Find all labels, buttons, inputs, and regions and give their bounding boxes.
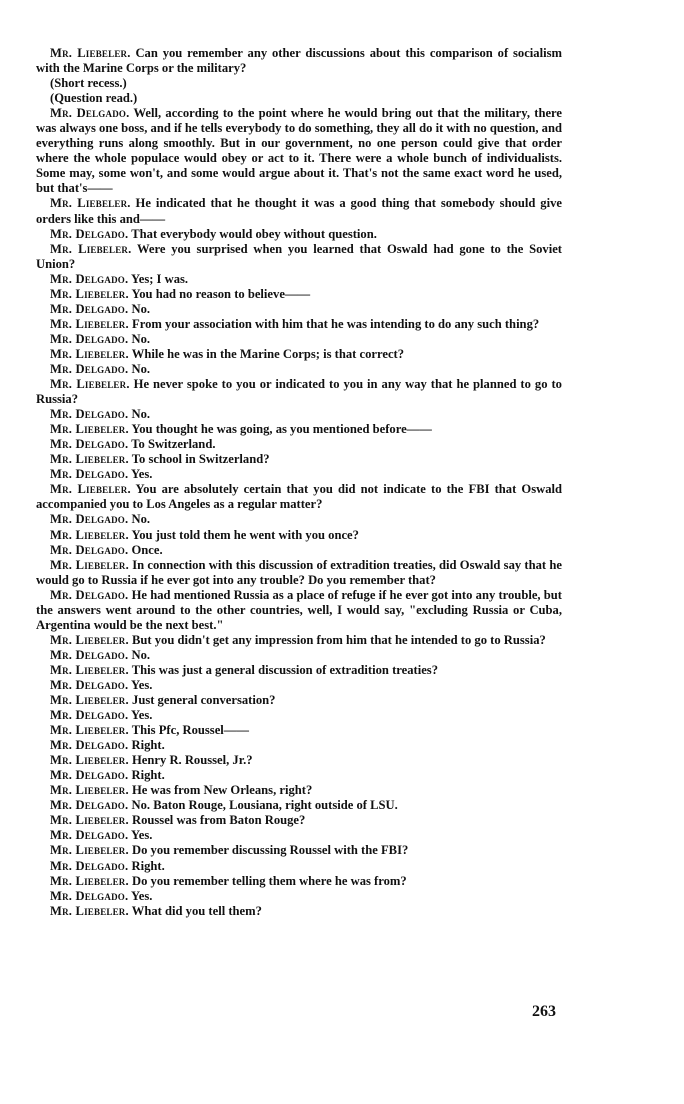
transcript-paragraph	[36, 452, 562, 467]
speech-text: To school in Switzerland?	[131, 452, 270, 467]
transcript-paragraph	[36, 558, 562, 588]
speaker-name: Mr. Liebeler.	[50, 557, 129, 572]
speech-text: No. Baton Rouge, Lousiana, right outside of LSU.	[131, 798, 398, 813]
speaker-name: Mr. Liebeler.	[50, 693, 129, 708]
speaker-name: Mr. Delgado.	[50, 407, 129, 422]
speaker-name: Mr. Liebeler.	[50, 903, 129, 918]
transcript-paragraph	[36, 422, 562, 437]
speech-text: He never spoke to you or indicated to you in any way that he planned to go to Russia?	[36, 377, 562, 407]
transcript-paragraph	[36, 302, 562, 317]
transcript-paragraph	[36, 332, 562, 347]
speaker-name: Mr. Liebeler.	[50, 377, 130, 392]
speech-text: Yes.	[131, 467, 153, 482]
speech-text: Once.	[131, 542, 163, 557]
transcript-paragraph	[36, 362, 562, 377]
transcript-paragraph	[36, 227, 562, 242]
speech-text: Right.	[131, 768, 165, 783]
speech-text: Henry R. Roussel, Jr.?	[132, 753, 253, 768]
speech-text: You thought he was going, as you mentioned before——	[131, 422, 432, 437]
transcript-paragraph	[36, 272, 562, 287]
speech-text: He had mentioned Russia as a place of refuge if he ever got into any trouble, but the answers went around to the other countries, well, I would say, "excluding Russia or Cuba, Argentina would be the next best."	[36, 587, 562, 632]
speaker-name: Mr. Liebeler.	[50, 753, 129, 768]
transcript-paragraph	[36, 543, 562, 558]
speech-text: Right.	[131, 858, 165, 873]
speaker-name: Mr. Delgado.	[50, 858, 129, 873]
transcript-paragraph	[36, 708, 562, 723]
speech-text: Well, according to the point where he would bring out that the military, there was always one boss, and if he tells everybody to do something, they all do it with no question, and everything runs along smoothly. But in our government, no one person could give that order where the whole populace would obey or act to it. There were a whole bunch of individualists. Some may, some won't, and some would argue about it. That's not the same exact word he used, but that's——	[36, 106, 563, 196]
transcript-paragraph	[36, 648, 562, 663]
speech-text: (Question read.)	[50, 91, 138, 106]
speech-text: No.	[131, 361, 151, 376]
speaker-name: Mr. Delgado.	[50, 361, 129, 376]
speaker-name: Mr. Liebeler.	[50, 662, 129, 677]
speech-text: You had no reason to believe——	[131, 286, 311, 301]
speech-text: No.	[131, 301, 151, 316]
transcript-paragraph	[36, 317, 562, 332]
speaker-name: Mr. Delgado.	[50, 331, 129, 346]
speech-text: Roussel was from Baton Rouge?	[132, 813, 306, 828]
speaker-name: Mr. Liebeler.	[50, 873, 129, 888]
speaker-name: Mr. Delgado.	[50, 798, 129, 813]
speech-text: (Short recess.)	[50, 76, 127, 91]
speaker-name: Mr. Delgado.	[50, 542, 129, 557]
speech-text: He indicated that he thought it was a good thing that somebody should give orders like this and——	[36, 196, 562, 226]
speaker-name: Mr. Liebeler.	[50, 843, 129, 858]
transcript-paragraph	[36, 196, 562, 226]
transcript-paragraph	[36, 874, 562, 889]
speech-text: This Pfc, Roussel——	[131, 723, 249, 738]
transcript-paragraph	[36, 678, 562, 693]
speaker-name: Mr. Liebeler.	[50, 723, 129, 738]
speech-text: From your association with him that he was intending to do any such thing?	[132, 316, 540, 331]
transcript-paragraph	[36, 859, 562, 874]
transcript-paragraph	[36, 512, 562, 527]
transcript-paragraph	[36, 798, 562, 813]
speaker-name: Mr. Delgado.	[50, 768, 129, 783]
transcript-paragraph	[36, 347, 562, 362]
speech-text: Yes.	[131, 677, 153, 692]
transcript-paragraph	[36, 663, 562, 678]
speaker-name: Mr. Delgado.	[50, 512, 129, 527]
speaker-name: Mr. Delgado.	[50, 647, 129, 662]
speech-text: In connection with this discussion of extradition treaties, did Oswald say that he would go to Russia if he ever got into any trouble? Do you remember that?	[36, 557, 562, 587]
speech-text: You just told them he went with you once?	[131, 527, 359, 542]
speaker-name: Mr. Delgado.	[50, 738, 129, 753]
transcript-paragraph	[36, 889, 562, 904]
speaker-name: Mr. Liebeler.	[50, 196, 131, 211]
transcript-paragraph	[36, 76, 562, 91]
speech-text: Yes; I was.	[131, 271, 189, 286]
speech-text: No.	[131, 647, 151, 662]
speech-text: To Switzerland.	[131, 437, 216, 452]
speaker-name: Mr. Liebeler.	[50, 632, 129, 647]
speaker-name: Mr. Delgado.	[50, 677, 129, 692]
speaker-name: Mr. Delgado.	[50, 708, 129, 723]
transcript-paragraph	[36, 106, 562, 196]
speaker-name: Mr. Liebeler.	[50, 452, 129, 467]
speech-text: Can you remember any other discussions about this comparison of socialism with the Marine Corps or the military?	[36, 46, 562, 76]
speaker-name: Mr. Delgado.	[50, 301, 129, 316]
speech-text: While he was in the Marine Corps; is that correct?	[131, 346, 405, 361]
speech-text: No.	[131, 331, 151, 346]
transcript-paragraph	[36, 843, 562, 858]
transcript-paragraph	[36, 91, 562, 106]
speech-text: That everybody would obey without question.	[131, 226, 377, 241]
speech-text: Just general conversation?	[132, 693, 276, 708]
speaker-name: Mr. Delgado.	[50, 226, 129, 241]
transcript-paragraph	[36, 467, 562, 482]
speaker-name: Mr. Liebeler.	[50, 813, 129, 828]
speaker-name: Mr. Liebeler.	[50, 316, 129, 331]
speech-text: No.	[131, 407, 151, 422]
speaker-name: Mr. Liebeler.	[50, 783, 129, 798]
transcript-paragraph	[36, 528, 562, 543]
speech-text: You are absolutely certain that you did not indicate to the FBI that Oswald accompanied you to Los Angeles as a regular matter?	[36, 482, 562, 512]
speech-text: Do you remember discussing Roussel with the FBI?	[132, 843, 409, 858]
speech-text: This was just a general discussion of extradition treaties?	[131, 662, 438, 677]
speaker-name: Mr. Delgado.	[50, 828, 129, 843]
speaker-name: Mr. Delgado.	[50, 888, 129, 903]
transcript-paragraph	[36, 828, 562, 843]
transcript-paragraph	[36, 377, 562, 407]
transcript-paragraph	[36, 813, 562, 828]
transcript-paragraph	[36, 242, 562, 272]
transcript-paragraph	[36, 588, 562, 633]
transcript-paragraph	[36, 768, 562, 783]
speaker-name: Mr. Delgado.	[50, 106, 130, 121]
speaker-name: Mr. Liebeler.	[50, 527, 129, 542]
speech-text: But you didn't get any impression from him that he intended to go to Russia?	[132, 632, 546, 647]
transcript-paragraph	[36, 693, 562, 708]
speaker-name: Mr. Liebeler.	[50, 346, 129, 361]
speaker-name: Mr. Liebeler.	[50, 422, 129, 437]
transcript-paragraph	[36, 738, 562, 753]
speech-text: What did you tell them?	[131, 903, 262, 918]
transcript-paragraph	[36, 723, 562, 738]
speech-text: Yes.	[131, 888, 153, 903]
speech-text: Do you remember telling them where he was from?	[132, 873, 407, 888]
transcript-paragraph	[36, 437, 562, 452]
speaker-name: Mr. Delgado.	[50, 271, 129, 286]
speaker-name: Mr. Delgado.	[50, 587, 129, 602]
speaker-name: Mr. Liebeler.	[50, 286, 129, 301]
speech-text: Yes.	[131, 708, 153, 723]
speaker-name: Mr. Liebeler.	[50, 482, 131, 497]
transcript-paragraph	[36, 287, 562, 302]
speech-text: Right.	[131, 738, 165, 753]
speech-text: Yes.	[131, 828, 153, 843]
transcript-paragraph	[36, 482, 562, 512]
transcript-paragraph	[36, 633, 562, 648]
speaker-name: Mr. Delgado.	[50, 437, 129, 452]
page-number: 263	[532, 1003, 556, 1020]
transcript-paragraph	[36, 783, 562, 798]
transcript-paragraph	[36, 46, 562, 76]
speaker-name: Mr. Liebeler.	[50, 241, 132, 256]
speaker-name: Mr. Delgado.	[50, 467, 129, 482]
transcript-body	[36, 46, 562, 919]
transcript-paragraph	[36, 407, 562, 422]
speech-text: No.	[131, 512, 151, 527]
transcript-paragraph	[36, 904, 562, 919]
speech-text: Were you surprised when you learned that Oswald had gone to the Soviet Union?	[36, 241, 562, 271]
speech-text: He was from New Orleans, right?	[132, 783, 313, 798]
speaker-name: Mr. Liebeler.	[50, 46, 131, 60]
transcript-paragraph	[36, 753, 562, 768]
